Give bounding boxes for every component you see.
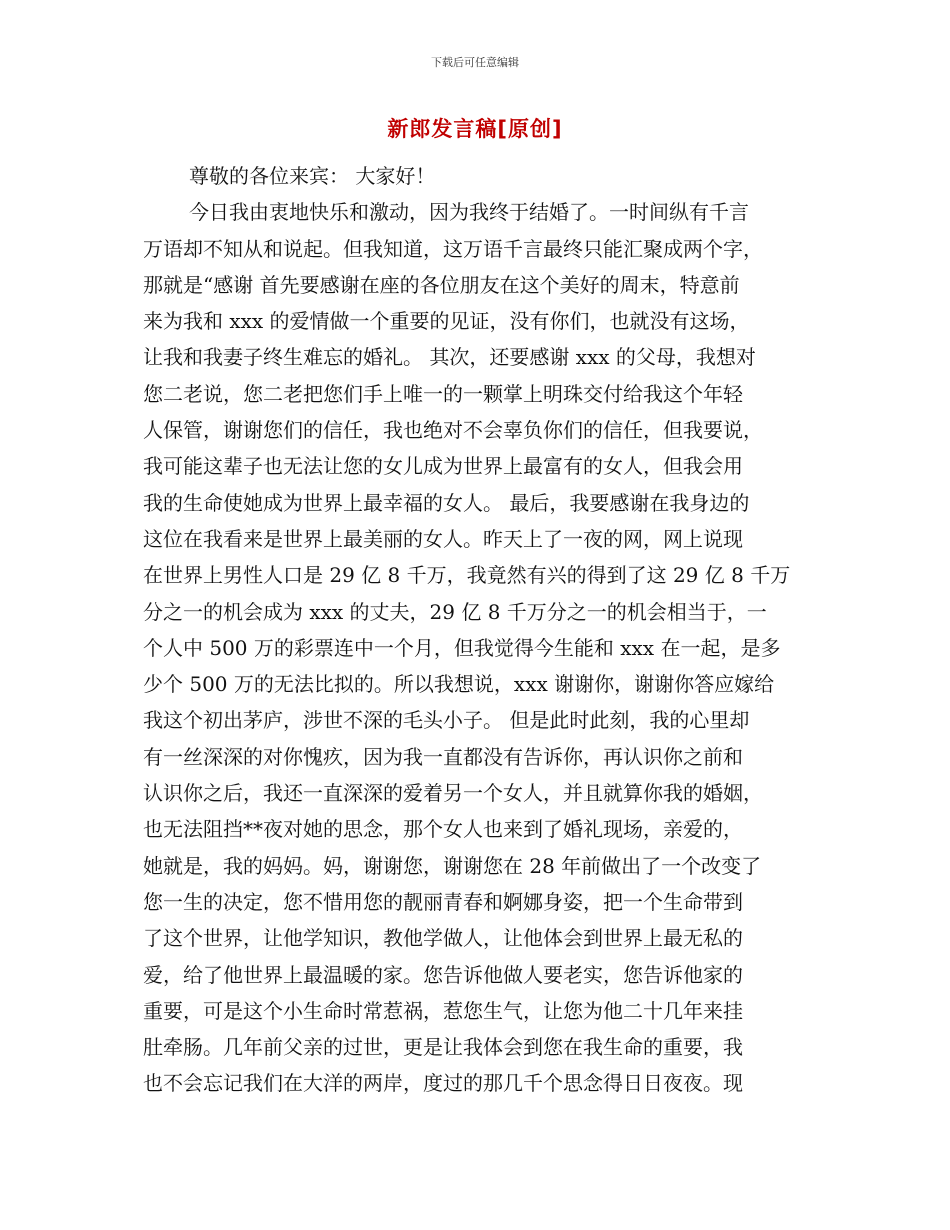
text-line: 那就是“感谢 首先要感谢在座的各位朋友在这个美好的周末，特意前 [143, 272, 740, 297]
text-line: 这位在我看来是世界上最美丽的女人。昨天上了一夜的网，网上说现 [143, 526, 743, 551]
text-line: 也不会忘记我们在大洋的两岸，度过的那几千个思念得日日夜夜。现 [143, 1071, 743, 1096]
text-line: 个人中 500 万的彩票连中一个月，但我觉得今生能和 xxx 在一起，是多 [143, 635, 781, 660]
page-title: 新郎发言稿[原创] [387, 117, 563, 141]
text-line: 少个 500 万的无法比拟的。所以我想说，xxx 谢谢你，谢谢你答应嫁给 [143, 672, 775, 697]
text-line: 重要，可是这个小生命时常惹祸，惹您生气，让您为他二十几年来挂 [143, 998, 743, 1023]
text-line: 也无法阻挡**夜对她的思念，那个女人也来到了婚礼现场，亲爱的， [143, 817, 743, 842]
text-line: 让我和我妻子终生难忘的婚礼。 其次，还要感谢 xxx 的父母，我想对 [143, 345, 756, 370]
text-line: 我的生命使她成为世界上最幸福的女人。 最后，我要感谢在我身边的 [143, 490, 750, 515]
text-line: 来为我和 xxx 的爱情做一个重要的见证，没有你们，也就没有这场， [143, 309, 750, 334]
greeting-line: 尊敬的各位来宾： 大家好！ [189, 164, 436, 188]
text-line: 了这个世界，让他学知识，教他学做人，让他体会到世界上最无私的 [143, 926, 743, 951]
text-line: 您二老说，您二老把您们手上唯一的一颗掌上明珠交付给我这个年轻 [143, 381, 743, 406]
text-line: 在世界上男性人口是 29 亿 8 千万，我竟然有兴的得到了这 29 亿 8 千万 [143, 563, 791, 588]
text-line: 万语却不知从和说起。但我知道，这万语千言最终只能汇聚成两个字， [143, 236, 763, 261]
text-line: 我这个初出茅庐，涉世不深的毛头小子。 但是此时此刻，我的心里却 [143, 708, 750, 733]
text-line: 有一丝深深的对你愧疚，因为我一直都没有告诉你，再认识你之前和 [143, 744, 743, 769]
text-line: 今日我由衷地快乐和激动，因为我终于结婚了。一时间纵有千言 [189, 200, 749, 225]
body-text [143, 158, 808, 1102]
text-line: 我可能这辈子也无法让您的女儿成为世界上最富有的女人，但我会用 [143, 454, 743, 479]
text-line: 您一生的决定，您不惜用您的靓丽青春和婀娜身姿，把一个生命带到 [143, 889, 743, 914]
text-line: 认识你之后，我还一直深深的爱着另一个女人，并且就算你我的婚姻， [143, 781, 763, 806]
text-line: 人保管，谢谢您们的信任，我也绝对不会辜负你们的信任，但我要说， [143, 418, 763, 443]
text-line: 分之一的机会成为 xxx 的丈夫，29 亿 8 千万分之一的机会相当于，一 [143, 599, 767, 624]
text-line: 肚牵肠。几年前父亲的过世，更是让我体会到您在我生命的重要，我 [143, 1035, 743, 1060]
text-line: 她就是，我的妈妈。妈，谢谢您，谢谢您在 28 年前做出了一个改变了 [143, 853, 762, 878]
header-note: 下载后可任意编辑 [431, 56, 519, 69]
text-line: 爱，给了他世界上最温暖的家。您告诉他做人要老实，您告诉他家的 [143, 962, 743, 987]
